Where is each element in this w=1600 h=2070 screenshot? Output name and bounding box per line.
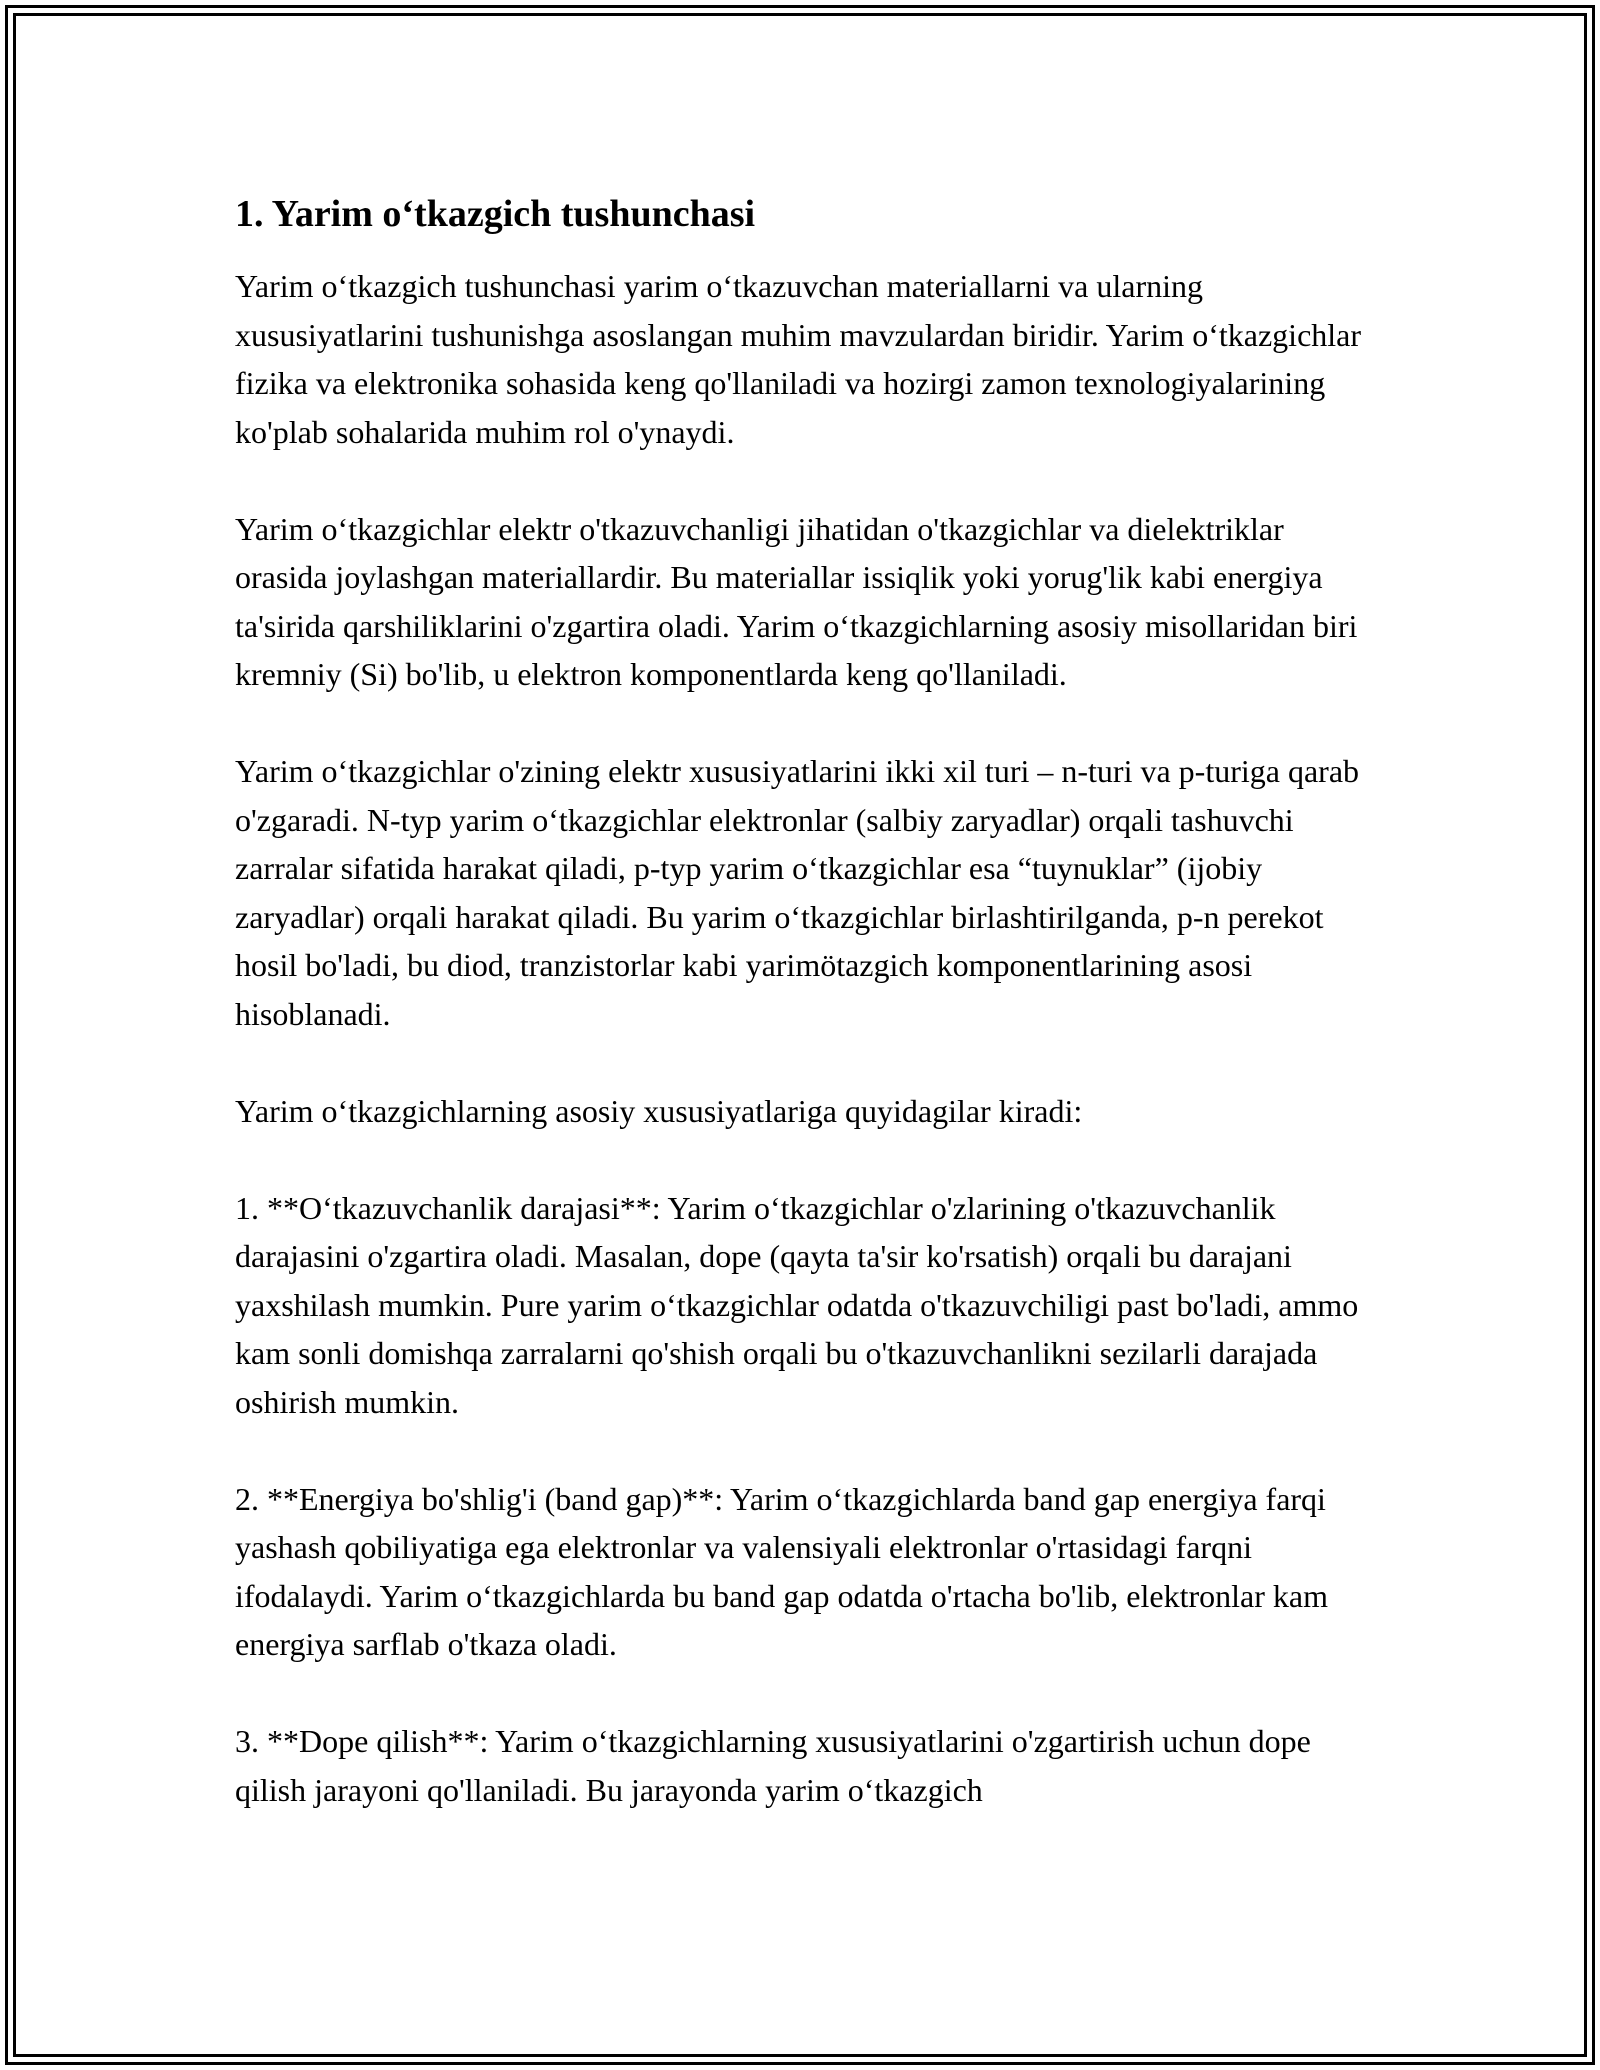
section-heading: 1. Yarim o‘tkazgich tushunchasi [235,193,756,235]
list-item-conductivity: 1. **O‘tkazuvchanlik darajasi**: Yarim o‘tkazgichlar o'zlarining o'tkazuvchanlik darajasini o'zgartira oladi. Masalan, dope (qayta ta'sir ko'rsatish) orqali bu darajani yaxshilash mumkin. Pure yarim o‘tkazgichlar odatda o'tkazuvchiligi past bo'ladi, ammo kam sonli domishqa zarralarni qo'shish orqali bu o'tkazuvchanlikni sezilarli darajada oshirish mumkin. [235,1189,1359,1420]
paragraph-properties-intro: Yarim o‘tkazgichlarning asosiy xususiyatlariga quyidagilar kiradi: [235,1092,1083,1129]
list-item-doping: 3. **Dope qilish**: Yarim o‘tkazgichlarning xususiyatlarini o'zgartirish uchun dope qilish jarayoni qo'llaniladi. Bu jarayonda yarim o‘tkazgich [235,1723,1311,1808]
paragraph-intro: Yarim o‘tkazgich tushunchasi yarim o‘tkazuvchan materiallarni va ularning xususiyatlarini tushunishga asoslangan muhim mavzulardan biridir. Yarim o‘tkazgichlar fizika va elektronika sohasida keng qo'llaniladi va hozirgi zamon texnologiyalarining ko'plab sohalarida muhim rol o'ynaydi. [235,268,1362,450]
document-body [235,190,1365,1814]
list-item-band-gap: 2. **Energiya bo'shlig'i (band gap)**: Yarim o‘tkazgichlarda band gap energiya farqi yashash qobiliyatiga ega elektronlar va valensiyali elektronlar o'rtasidagi farqni ifodalaydi. Yarim o‘tkazgichlarda bu band gap odatda o'rtacha bo'lib, elektronlar kam energiya sarflab o'tkaza oladi. [235,1480,1328,1662]
paragraph-definition: Yarim o‘tkazgichlar elektr o'tkazuvchanligi jihatidan o'tkazgichlar va dielektriklar orasida joylashgan materiallardir. Bu materiallar issiqlik yoki yorug'lik kabi energiya ta'sirida qarshiliklarini o'zgartira oladi. Yarim o‘tkazgichlarning asosiy misollaridan biri kremniy (Si) bo'lib, u elektron komponentlarda keng qo'llaniladi. [235,510,1358,692]
paragraph-types: Yarim o‘tkazgichlar o'zining elektr xususiyatlarini ikki xil turi – n-turi va p-turiga qarab o'zgaradi. N-typ yarim o‘tkazgichlar elektronlar (salbiy zaryadlar) orqali tashuvchi zarralar sifatida harakat qiladi, p-typ yarim o‘tkazgichlar esa “tuynuklar” (ijobiy zaryadlar) orqali harakat qiladi. Bu yarim o‘tkazgichlar birlashtirilganda, p-n perekot hosil bo'ladi, bu diod, tranzistorlar kabi yarimötazgich komponentlarining asosi hisoblanadi. [235,753,1360,1032]
